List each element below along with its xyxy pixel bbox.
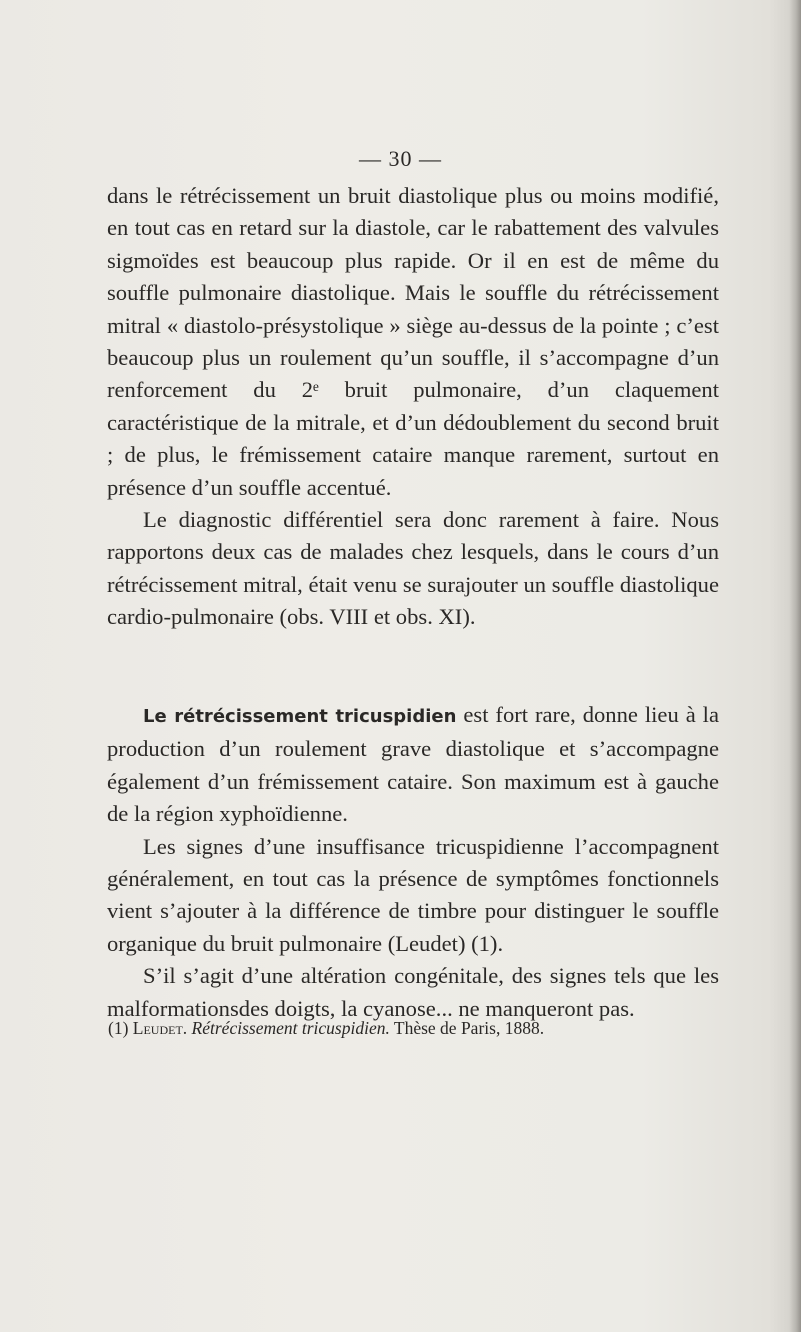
footnote	[108, 1016, 748, 1040]
section-mitral-stenosis	[107, 180, 719, 634]
bold-term: Le rétrécissement tricuspidien	[143, 706, 457, 727]
page-number: — 30 —	[359, 146, 442, 171]
paragraph-2: Le diagnostic différentiel sera donc rarement à faire. Nous rapportons deux cas de malades chez lesquels, dans le cours d’un rétrécissement mitral, était venu se surajouter un souffle diastolique cardio-pulmonaire (obs. VIII et obs. XI).	[107, 507, 719, 630]
footnote-title: Rétrécissement tricuspidien.	[191, 1018, 390, 1038]
section-tricuspid-stenosis	[107, 699, 719, 1025]
paragraph-4: Les signes d’une insuffisance tricuspidienne l’accompagnent généralement, en tout cas la présence de symptômes fonctionnels vient s’ajouter à la différence de timbre pour distinguer le souffle organique du bruit pulmonaire (Leudet) (1).	[107, 833, 719, 956]
footnote-author: Leudet.	[132, 1018, 188, 1038]
page-edge-shadow	[789, 0, 801, 1332]
paragraph-3-rest: est fort rare, donne lieu à la production d’un roulement grave diastolique et s’accompagne également d’un frémissement cataire. Son maximum est à gauche de la région xyphoïdienne.	[107, 702, 719, 827]
paragraph-3	[107, 699, 719, 831]
paragraph-5: S’il s’agit d’une altération congénitale, des signes tels que les malformationsdes doigts, la cyanose... ne manqueront pas.	[107, 963, 719, 1021]
footnote-rest: Thèse de Paris, 1888.	[389, 1018, 545, 1038]
paragraph-1: dans le rétrécissement un bruit diastolique plus ou moins modifié, en tout cas en retard sur la diastole, car le rabattement des valvules sigmoïdes est beaucoup plus rapide. Or il en est de même du souffle pulmonaire diastolique. Mais le souffle du rétrécissement mitral « diastolo-présystolique » siège au-dessus de la pointe ; c’est beaucoup plus un roulement qu’un souffle, il s’accompagne d’un renforcement du 2ᵉ bruit pulmonaire, d’un claquement caractéristique de la mitrale, et d’un dédoublement du second bruit ; de plus, le frémissement cataire manque rarement, surtout en présence d’un souffle accentué.	[107, 183, 719, 500]
footnote-marker: (1)	[108, 1018, 133, 1038]
